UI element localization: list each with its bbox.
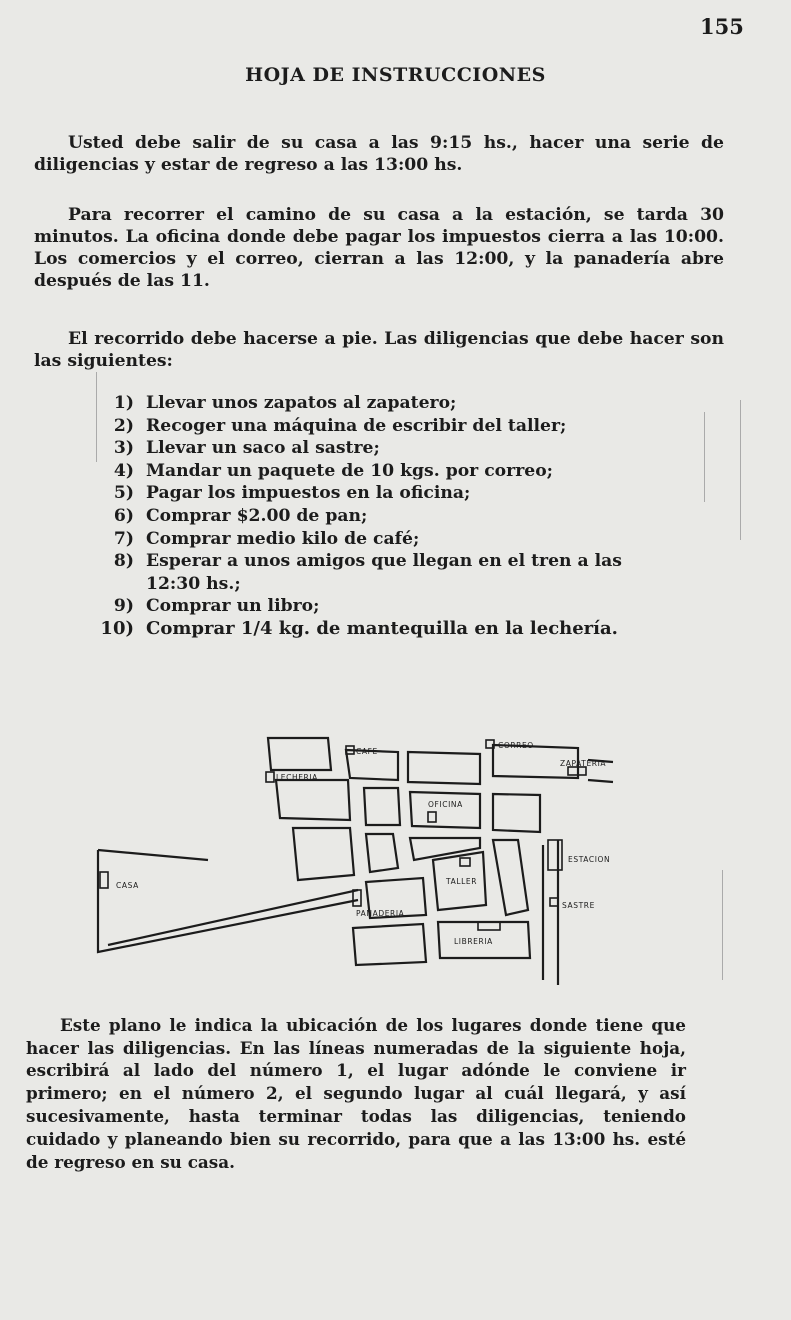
marker-casa	[100, 872, 108, 888]
task-text: Llevar unos zapatos al zapatero;	[146, 393, 457, 413]
map-block	[410, 792, 480, 828]
map-road	[98, 850, 208, 860]
task-text: Mandar un paquete de 10 kgs. por correo;	[146, 460, 554, 481]
marker-oficina	[428, 812, 436, 822]
label-correo: CORREO	[498, 741, 534, 750]
label-lecheria: LECHERIA	[276, 773, 318, 782]
label-cafe: CAFE	[356, 747, 378, 756]
marker-taller	[460, 858, 470, 866]
task-item	[88, 505, 636, 528]
task-item	[88, 460, 636, 483]
map-block	[408, 752, 480, 784]
task-text: Comprar $2.00 de pan;	[146, 505, 368, 526]
scan-artifact	[722, 870, 723, 980]
paragraph-intro: Usted debe salir de su casa a las 9:15 hs., hacer una serie de diligencias y estar de regreso a las 13:00 hs.	[34, 133, 724, 176]
paragraph-map-instructions: Este plano le indica la ubicación de los lugares donde tiene que hacer las diligencias. En las líneas numeradas de la siguiente hoja, escribirá al lado del número 1, el lugar adónde le conviene ir primero; en el número 2, el segundo lugar al cuál llegará, y así sucesivamente, hasta terminar todas las diligencias, teniendo cuidado y planeando bien su recorrido, para que a las 13:00 hs. esté de regreso en su casa.	[26, 1014, 686, 1172]
task-item	[88, 528, 636, 551]
task-text: Comprar medio kilo de café;	[146, 528, 420, 549]
map-block	[364, 788, 400, 825]
label-estacion: ESTACION	[568, 855, 611, 864]
marker-panaderia	[353, 890, 361, 906]
task-text: Recoger una máquina de escribir del taller;	[146, 415, 567, 436]
task-number: 10)	[100, 617, 134, 639]
marker-estacion	[548, 840, 562, 870]
task-number: 3)	[113, 438, 134, 459]
task-number: 2)	[113, 415, 134, 436]
task-number: 8)	[113, 551, 134, 572]
label-libreria: LIBRERIA	[454, 937, 493, 946]
label-zapateria: ZAPATERIA	[560, 759, 607, 768]
map-rail	[543, 840, 558, 985]
marker-lecheria	[266, 772, 274, 782]
task-number: 9)	[113, 596, 134, 617]
task-text: Esperar a unos amigos que llegan en el tren a las 12:30 hs.;	[146, 551, 622, 594]
map-block	[410, 838, 480, 860]
map-block	[353, 924, 426, 965]
task-text: Comprar 1/4 kg. de mantequilla en la lechería.	[146, 617, 618, 639]
marker-sastre	[550, 898, 558, 906]
scan-artifact	[96, 372, 97, 462]
task-text: Comprar un libro;	[146, 596, 320, 617]
map-road	[108, 890, 358, 945]
task-item	[88, 392, 636, 415]
map-block	[493, 794, 540, 832]
task-item	[88, 618, 636, 641]
page-title: HOJA DE INSTRUCCIONES	[245, 64, 546, 86]
label-casa: CASA	[116, 881, 139, 890]
task-number: 5)	[113, 483, 134, 504]
paragraph-times: Para recorrer el camino de su casa a la estación, se tarda 30 minutos. La oficina donde debe pagar los impuestos cierra a las 10:00. Los comercios y el correo, cierran a las 12:00, y la panadería abre después de las 11.	[34, 205, 724, 292]
task-number: 7)	[113, 528, 134, 549]
map-markers	[100, 740, 586, 930]
paragraph-walk: El recorrido debe hacerse a pie. Las diligencias que debe hacer son las siguientes:	[34, 329, 724, 372]
scan-artifact	[740, 400, 741, 540]
map-block	[366, 834, 398, 872]
task-number: 4)	[113, 460, 134, 481]
map-streets	[98, 738, 613, 985]
marker-libreria	[478, 922, 500, 930]
town-map	[88, 700, 648, 990]
task-text: Pagar los impuestos en la oficina;	[146, 483, 471, 504]
label-oficina: OFICINA	[428, 800, 463, 809]
task-item	[88, 437, 636, 460]
map-block	[268, 738, 331, 770]
label-panaderia: PANADERIA	[356, 909, 405, 918]
task-list	[88, 392, 636, 641]
map-block	[276, 780, 350, 820]
scan-artifact	[704, 412, 705, 502]
task-text: Llevar un saco al sastre;	[146, 438, 380, 459]
task-item	[88, 595, 636, 618]
task-number: 6)	[113, 505, 134, 526]
map-road	[98, 850, 358, 952]
label-taller: TALLER	[446, 877, 478, 886]
task-item	[88, 550, 636, 595]
task-item	[88, 482, 636, 505]
task-item	[88, 415, 636, 438]
label-sastre: SASTRE	[562, 901, 595, 910]
map-block	[293, 828, 354, 880]
task-number: 1)	[113, 393, 134, 413]
map-labels	[116, 741, 610, 946]
map-block	[493, 840, 528, 915]
page-number: 155	[700, 14, 744, 39]
